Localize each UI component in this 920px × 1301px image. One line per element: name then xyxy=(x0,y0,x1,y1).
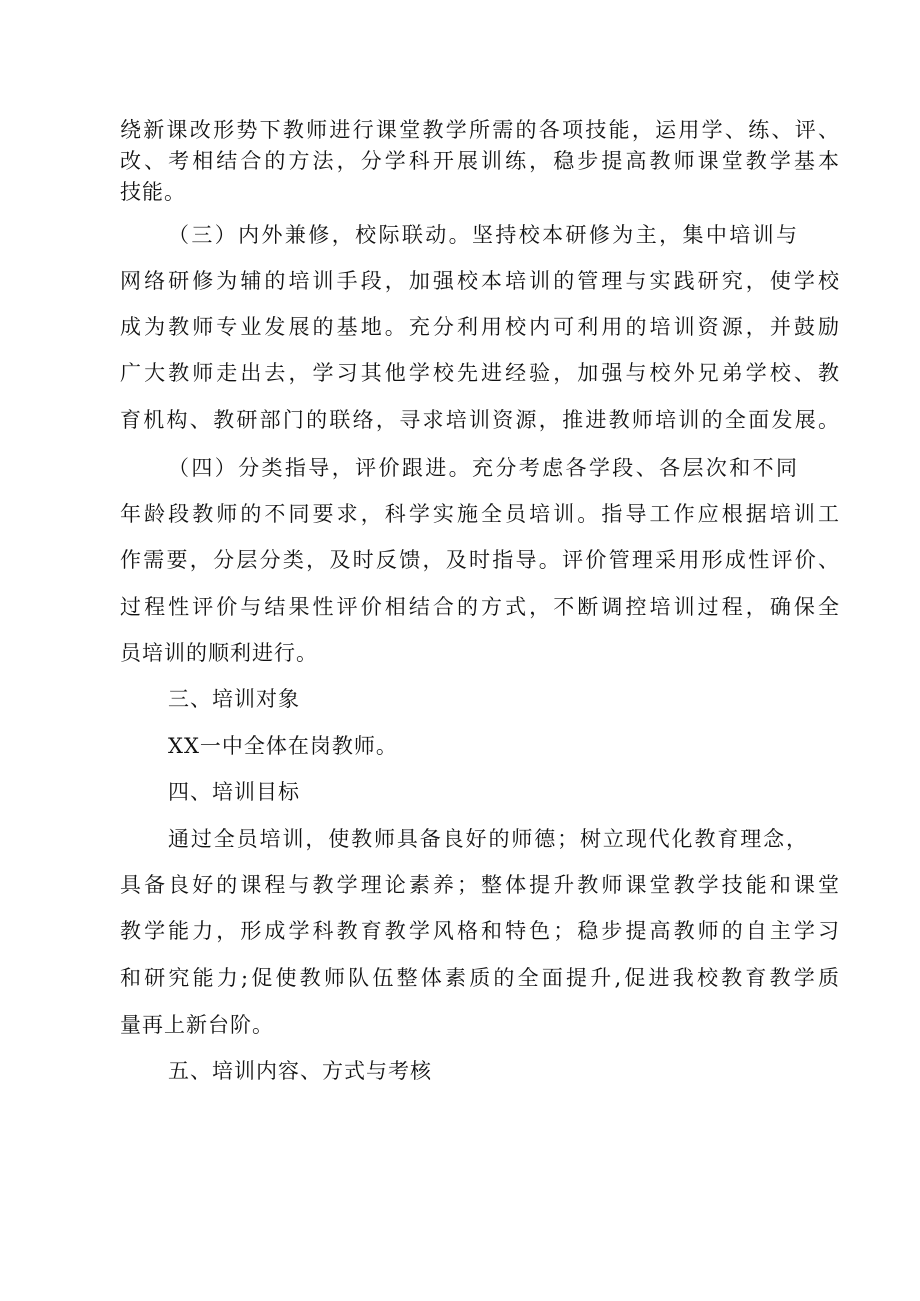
paragraph-2-line-3: 成为教师专业发展的基地。充分利用校内可利用的培训资源，并鼓励 xyxy=(120,315,840,339)
section-heading-5: 五、培训内容、方式与考核 xyxy=(168,1059,432,1083)
paragraph-3-line-4: 过程性评价与结果性评价相结合的方式，不断调控培训过程，确保全 xyxy=(120,595,840,619)
paragraph-2-line-1: （三）内外兼修，校际联动。坚持校本研修为主，集中培训与 xyxy=(168,223,798,247)
section-heading-3: 三、培训对象 xyxy=(168,687,300,711)
paragraph-2-line-2: 网络研修为辅的培训手段，加强校本培训的管理与实践研究，使学校 xyxy=(120,269,840,293)
paragraph-5-line-3: 教学能力，形成学科教育教学风格和特色；稳步提高教师的自主学习 xyxy=(120,919,840,943)
paragraph-5-line-4: 和研究能力;促使教师队伍整体素质的全面提升,促进我校教育教学质 xyxy=(120,966,840,990)
paragraph-5-line-2: 具备良好的课程与教学理论素养；整体提升教师课堂教学技能和课堂 xyxy=(120,873,840,897)
paragraph-4: XX一中全体在岗教师。 xyxy=(168,734,398,758)
paragraph-5-line-1: 通过全员培训，使教师具备良好的师德；树立现代化教育理念， xyxy=(168,827,808,851)
paragraph-1-line-3: 技能。 xyxy=(120,180,186,204)
section-heading-4: 四、培训目标 xyxy=(168,780,300,804)
paragraph-3-line-3: 作需要，分层分类，及时反馈，及时指导。评价管理采用形成性评价、 xyxy=(120,548,840,572)
paragraph-1-line-1: 绕新课改形势下教师进行课堂教学所需的各项技能，运用学、练、评、 xyxy=(120,118,840,142)
paragraph-3-line-2: 年龄段教师的不同要求，科学实施全员培训。指导工作应根据培训工 xyxy=(120,502,840,526)
paragraph-5-line-5: 量再上新台阶。 xyxy=(120,1013,274,1037)
paragraph-3-line-1: （四）分类指导，评价跟进。充分考虑各学段、各层次和不同 xyxy=(168,456,798,480)
paragraph-2-line-5: 育机构、教研部门的联络，寻求培训资源，推进教师培训的全面发展。 xyxy=(120,408,840,432)
paragraph-2-line-4: 广大教师走出去，学习其他学校先进经验，加强与校外兄弟学校、教 xyxy=(120,361,840,385)
paragraph-1-line-2: 改、考相结合的方法，分学科开展训练，稳步提高教师课堂教学基本 xyxy=(120,149,840,173)
paragraph-3-line-5: 员培训的顺利进行。 xyxy=(120,641,318,665)
